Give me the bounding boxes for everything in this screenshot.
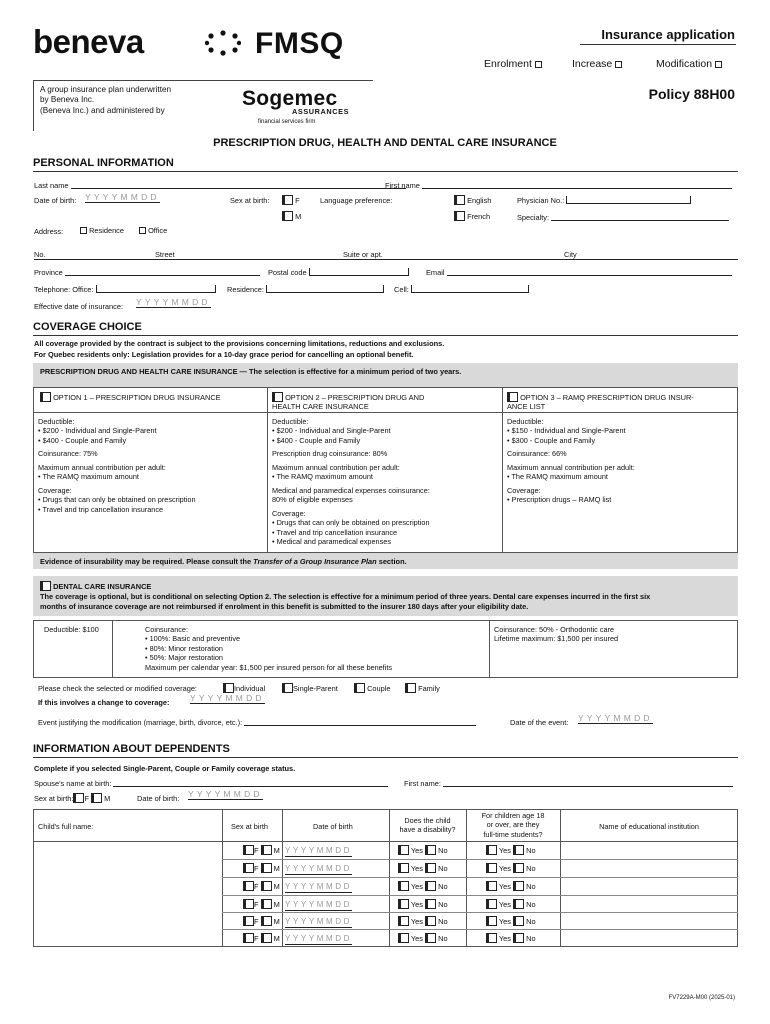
child-m-checkbox[interactable] (261, 933, 272, 943)
dependents-note: Complete if you selected Single-Parent, Couple or Family coverage status. (34, 764, 296, 773)
dental-desc-2: months of insurance coverage are not reimbursed if enrolment in this benefit is submitted to the insurer 180 days after your eligibility date. (40, 602, 529, 611)
specialty-label: Specialty: (517, 213, 550, 222)
option3-label: OPTION 3 – RAMQ PRESCRIPTION DRUG INSUR- (520, 393, 694, 402)
policy-number: Policy 88H00 (648, 86, 735, 102)
child-f-checkbox[interactable] (243, 933, 254, 943)
disability-yes-checkbox[interactable] (398, 899, 409, 909)
dependents-heading: INFORMATION ABOUT DEPENDENTS (33, 743, 738, 758)
disability-no-checkbox[interactable] (425, 899, 436, 909)
first-name-field[interactable] (422, 181, 732, 189)
table-row: F M (243, 881, 280, 891)
underwriter-line: by Beneva Inc. (40, 95, 95, 105)
dental-ortho: Coinsurance: 50% - Orthodontic care Lifetime maximum: $1,500 per insured (494, 625, 619, 644)
evidence-note: Evidence of insurability may be required. Please consult the Transfer of a Group Insurance Plan section. (40, 557, 407, 566)
disability-no-checkbox[interactable] (425, 881, 436, 891)
couple-label: Couple (367, 684, 391, 693)
disability-no-checkbox[interactable] (425, 933, 436, 943)
sogemec-assurances: ASSURANCES (292, 107, 350, 116)
sex-label: Sex at birth: (230, 196, 270, 205)
disability-yes-checkbox[interactable] (398, 881, 409, 891)
option3-details: Deductible: • $150 - Individual and Single-Parent • $300 - Couple and Family Coinsurance: 66% Maximum annual contribution per adult: • The RAMQ maximum amount Coverage: • Prescription drugs – RAMQ list (507, 417, 635, 505)
sogemec-logo: Sogemec (242, 87, 338, 110)
drug-section-bar: PRESCRIPTION DRUG AND HEALTH CARE INSURANCE — The selection is effective for a minimum period of two years. (40, 367, 462, 376)
coverage-heading: COVERAGE CHOICE (33, 321, 738, 336)
student-yes-checkbox[interactable] (486, 863, 497, 873)
coverage-note-2: For Quebec residents only: Legislation provides for a 10-day grace period for cancelling an optional benefit. (34, 350, 414, 359)
form-title: Insurance application (601, 27, 735, 42)
physician-field[interactable] (566, 196, 691, 204)
fmsq-logo: FMSQ (255, 27, 344, 60)
sogemec-firm: financial services firm (258, 119, 316, 125)
sex-f-label: F (295, 196, 300, 205)
child-dob-field[interactable]: YYYYMMDD (285, 917, 353, 926)
col-dob: Date of birth (313, 822, 353, 831)
col-child-name: Child's full name: (38, 822, 94, 831)
child-dob-field[interactable]: YYYYMMDD (285, 864, 353, 873)
province-label: Province (34, 268, 63, 277)
child-m-checkbox[interactable] (261, 899, 272, 909)
underwriter-line: (Beneva Inc.) and administered by (40, 105, 165, 115)
first-name-label: First name (385, 181, 420, 190)
single-parent-label: Single-Parent (293, 684, 338, 693)
spouse-f-checkbox[interactable] (73, 793, 84, 803)
beneva-logo: beneva (33, 23, 144, 60)
last-name-label: Last name (34, 181, 69, 190)
modification-checkbox[interactable] (715, 61, 722, 68)
street-label: Street (155, 250, 175, 259)
sex-f-checkbox[interactable] (282, 195, 293, 205)
single-parent-checkbox[interactable] (282, 683, 293, 693)
dob-field[interactable]: YYYYMMDD (85, 192, 160, 202)
dental-desc-1: The coverage is optional, but is conditional on selecting Option 2. The selection is effective for a minimum period of three years. Dental care expenses incurred in the first six (40, 592, 651, 601)
last-name-field[interactable] (71, 181, 406, 189)
table-row: F M (243, 863, 280, 873)
child-f-checkbox[interactable] (243, 881, 254, 891)
email-field[interactable] (447, 268, 732, 276)
change-label: If this involves a change to coverage: (38, 698, 170, 707)
disability-no-checkbox[interactable] (425, 863, 436, 873)
increase-checkbox[interactable] (615, 61, 622, 68)
spouse-label: Spouse's name at birth: (34, 779, 112, 788)
child-m-checkbox[interactable] (261, 845, 272, 855)
event-field[interactable] (244, 718, 476, 726)
individual-checkbox[interactable] (223, 683, 234, 693)
language-label: Language preference: (320, 196, 393, 205)
suite-label: Suite or apt. (343, 250, 383, 259)
check-coverage-label: Please check the selected or modified coverage: (38, 684, 197, 693)
physician-label: Physician No.: (517, 196, 565, 205)
child-m-checkbox[interactable] (261, 916, 272, 926)
dob-label: Date of birth: (34, 196, 77, 205)
english-label: English (467, 196, 492, 205)
student-no-checkbox[interactable] (513, 899, 524, 909)
student-no-checkbox[interactable] (513, 881, 524, 891)
couple-checkbox[interactable] (354, 683, 365, 693)
disability-no-checkbox[interactable] (425, 916, 436, 926)
child-m-checkbox[interactable] (261, 881, 272, 891)
col-sex: Sex at birth (231, 822, 268, 831)
underwriter-line: A group insurance plan underwritten (40, 85, 172, 94)
student-yes-checkbox[interactable] (486, 881, 497, 891)
student-no-checkbox[interactable] (513, 845, 524, 855)
event-date-field[interactable]: YYYYMMDD (578, 713, 653, 723)
spouse-dob-label: Date of birth: (137, 794, 180, 803)
option2-details: Deductible: • $200 - Individual and Single-Parent • $400 - Couple and Family Prescription drug coinsurance: 80% Maximum annual contribution per adult: • The RAMQ maximum amount Medical and paramedical expenses coinsurance: 80% of eligible expenses Coverage: • Drugs that can only be obtained on prescription • Travel and trip cancellation insurance • Medical and paramedical expenses (272, 417, 430, 547)
residence-checkbox[interactable] (80, 227, 87, 234)
french-label: French (467, 212, 491, 221)
dental-checkbox[interactable] (40, 581, 51, 591)
increase-label: Increase (572, 58, 613, 70)
student-no-checkbox[interactable] (513, 933, 524, 943)
spouse-first-label: First name: (404, 779, 441, 788)
office-tel-field[interactable] (96, 285, 216, 293)
child-f-checkbox[interactable] (243, 916, 254, 926)
table-row: F M (243, 916, 280, 926)
sex-m-label: M (295, 212, 302, 221)
address-line[interactable] (34, 259, 738, 260)
option1-details: Deductible: • $200 - Individual and Single-Parent • $400 - Couple and Family Coinsurance: 75% Maximum annual contribution per adult: • The RAMQ maximum amount Coverage: • Drugs that can only be obtained on prescription • Travel and trip cancellation insurance (38, 417, 196, 514)
option2-label: OPTION 2 – PRESCRIPTION DRUG AND (285, 393, 425, 402)
spouse-first-field[interactable] (443, 779, 733, 787)
specialty-field[interactable] (551, 213, 729, 221)
spouse-dob-field[interactable]: YYYYMMDD (188, 789, 263, 799)
family-label: Family (418, 684, 440, 693)
dental-title: DENTAL CARE INSURANCE (53, 582, 152, 591)
disability-no-checkbox[interactable] (425, 845, 436, 855)
student-yes-checkbox[interactable] (486, 845, 497, 855)
child-dob-field[interactable]: YYYYMMDD (285, 882, 353, 891)
effective-date-field[interactable]: YYYYMMDD (136, 297, 211, 307)
effective-label: Effective date of insurance: (34, 302, 124, 311)
spouse-sex-label: Sex at birth: (34, 794, 74, 803)
enrolment-label: Enrolment (484, 58, 532, 70)
dots-logo-icon (205, 30, 241, 56)
address-label: Address: (34, 227, 64, 236)
sex-m-checkbox[interactable] (282, 211, 293, 221)
table-row: F M (243, 899, 280, 909)
spouse-m-checkbox[interactable] (91, 793, 102, 803)
spouse-field[interactable] (113, 779, 388, 787)
coverage-note-1: All coverage provided by the contract is subject to the provisions concerning limitations, reductions and exclusions. (34, 339, 445, 348)
student-no-checkbox[interactable] (513, 863, 524, 873)
student-no-checkbox[interactable] (513, 916, 524, 926)
postal-label: Postal code (268, 268, 307, 277)
child-dob-field[interactable]: YYYYMMDD (285, 846, 353, 855)
change-date-field[interactable]: YYYYMMDD (190, 693, 265, 703)
child-f-checkbox[interactable] (243, 899, 254, 909)
col-institution: Name of educational institution (599, 822, 699, 831)
postal-field[interactable] (309, 268, 409, 276)
individual-label: Individual (234, 684, 266, 693)
french-checkbox[interactable] (454, 211, 465, 221)
event-label: Event justifying the modification (marriage, birth, divorce, etc.): (38, 718, 243, 727)
province-field[interactable] (65, 268, 260, 276)
personal-heading: PERSONAL INFORMATION (33, 157, 738, 172)
student-yes-checkbox[interactable] (486, 899, 497, 909)
table-row: F M (243, 845, 280, 855)
office-checkbox[interactable] (139, 227, 146, 234)
child-f-checkbox[interactable] (243, 863, 254, 873)
office-label: Office (148, 226, 168, 235)
city-label: City (564, 250, 577, 259)
modification-label: Modification (656, 58, 713, 70)
dental-deductible: Deductible: $100 (44, 625, 99, 634)
disability-yes-checkbox[interactable] (398, 845, 409, 855)
cell-field[interactable] (411, 285, 529, 293)
child-f-checkbox[interactable] (243, 845, 254, 855)
col-disability: Does the child have a disability? (399, 816, 456, 835)
option2-checkbox[interactable] (272, 392, 283, 402)
dental-coinsurance: Coinsurance: • 100%: Basic and preventive • 80%: Minor restoration • 50%: Major restoration Maximum per calendar year: $1,500 per insured person for all these benefits (145, 625, 393, 672)
event-date-label: Date of the event: (510, 718, 569, 727)
telephone-label: Telephone: (34, 285, 71, 294)
child-m-checkbox[interactable] (261, 863, 272, 873)
form-code: FV7229A-M00 (2025-01) (668, 995, 735, 1001)
disability-yes-checkbox[interactable] (398, 933, 409, 943)
english-checkbox[interactable] (454, 195, 465, 205)
student-yes-checkbox[interactable] (486, 933, 497, 943)
option1-checkbox[interactable] (40, 392, 51, 402)
col-student: For children age 18 or over, are they full-time students? (481, 811, 545, 839)
res-tel-label: Residence: (227, 285, 264, 294)
cell-label: Cell: (394, 285, 409, 294)
residence-label: Residence (89, 226, 124, 235)
disability-yes-checkbox[interactable] (398, 863, 409, 873)
office-tel-label: Office: (72, 285, 94, 294)
child-dob-field[interactable]: YYYYMMDD (285, 934, 353, 943)
student-yes-checkbox[interactable] (486, 916, 497, 926)
main-title: PRESCRIPTION DRUG, HEALTH AND DENTAL CARE INSURANCE (213, 137, 557, 149)
disability-yes-checkbox[interactable] (398, 916, 409, 926)
option3-checkbox[interactable] (507, 392, 518, 402)
child-dob-field[interactable]: YYYYMMDD (285, 900, 353, 909)
option1-label: OPTION 1 – PRESCRIPTION DRUG INSURANCE (53, 393, 221, 402)
res-tel-field[interactable] (266, 285, 384, 293)
email-label: Email (426, 268, 445, 277)
table-row: F M (243, 933, 280, 943)
no-label: No. (34, 250, 46, 259)
header-rule (580, 44, 736, 45)
family-checkbox[interactable] (405, 683, 416, 693)
enrolment-checkbox[interactable] (535, 61, 542, 68)
